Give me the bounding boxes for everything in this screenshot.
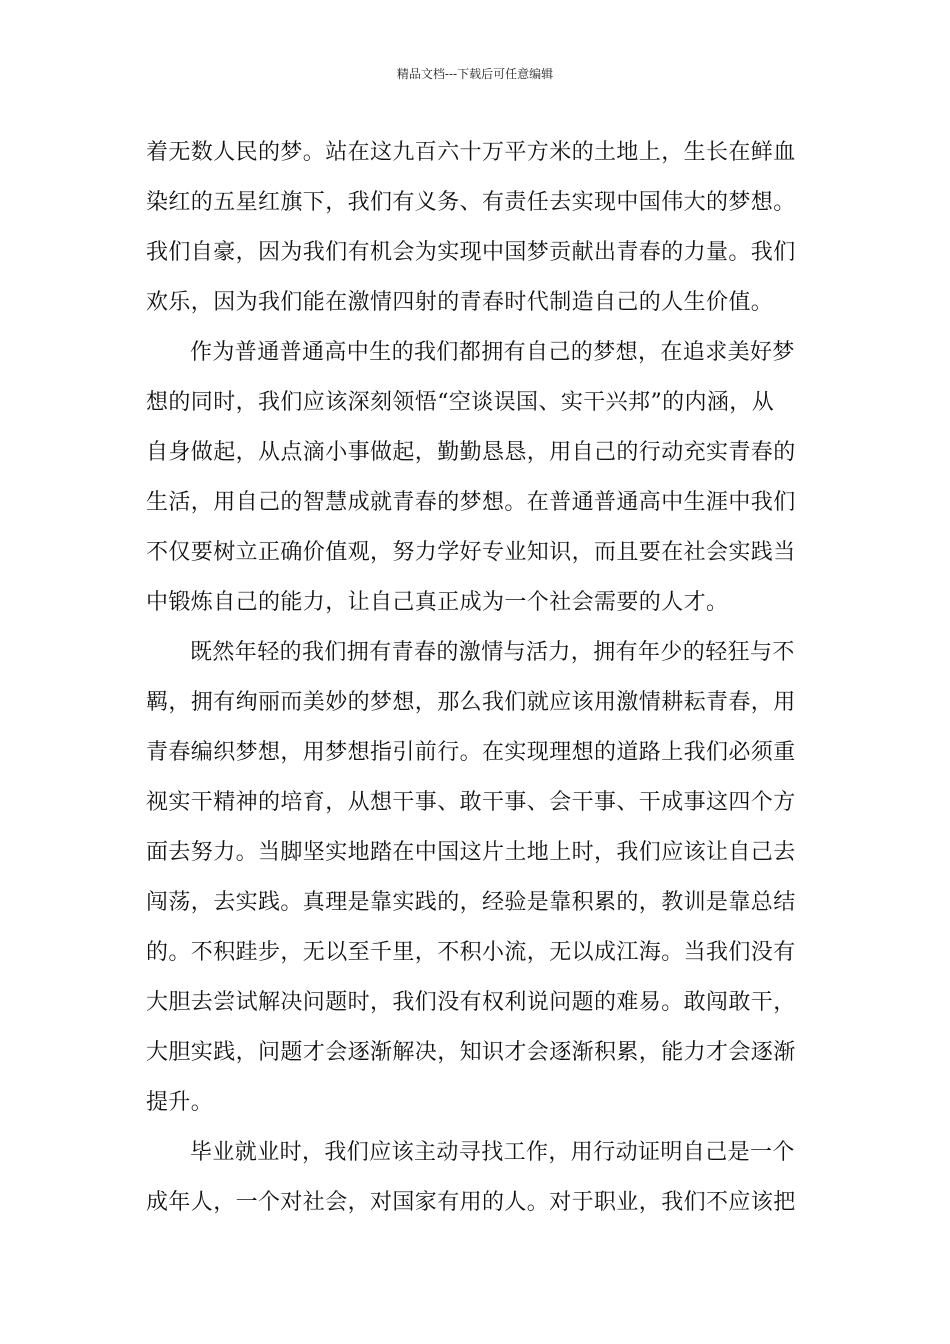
text-line: 不仅要树立正确价值观，努力学好专业知识，而且要在社会实践当 [146,540,796,565]
document-body [146,128,808,1228]
text-line: 的。不积跬步，无以至千里，不积小流，无以成江海。当我们没有 [146,940,796,965]
text-line: 想的同时，我们应该深刻领悟“空谈误国、实干兴邦”的内涵，从 [146,390,775,415]
text-line: 大胆实践，问题才会逐渐解决，知识才会逐渐积累，能力才会逐渐 [146,1040,796,1065]
text-line: 大胆去尝试解决问题时，我们没有权利说问题的难易。敢闯敢干， [146,990,796,1015]
text-line: 羁，拥有绚丽而美妙的梦想，那么我们就应该用激情耕耘青春，用 [146,690,796,715]
paragraph-2 [146,328,808,628]
text-line: 欢乐，因为我们能在激情四射的青春时代制造自己的人生价值。 [146,290,774,315]
text-line: 既然年轻的我们拥有青春的激情与活力，拥有年少的轻狂与不 [190,640,795,665]
text-line: 视实干精神的培育，从想干事、敢干事、会干事、干成事这四个方 [146,790,796,815]
text-line: 我们自豪，因为我们有机会为实现中国梦贡献出青春的力量。我们 [146,240,796,265]
text-line: 闯荡，去实践。真理是靠实践的，经验是靠积累的，教训是靠总结 [146,890,796,915]
text-line: 自身做起，从点滴小事做起，勤勤恳恳，用自己的行动充实青春的 [146,440,796,465]
paragraph-3 [146,628,808,1128]
paragraph-1 [146,128,808,328]
text-line: 着无数人民的梦。站在这九百六十万平方米的土地上，生长在鲜血 [146,140,796,165]
text-line: 作为普通普通高中生的我们都拥有自己的梦想，在追求美好梦 [190,340,795,365]
text-line: 青春编织梦想，用梦想指引前行。在实现理想的道路上我们必须重 [146,740,796,765]
text-line: 毕业就业时，我们应该主动寻找工作，用行动证明自己是一个 [190,1140,795,1165]
text-line: 面去努力。当脚坚实地踏在中国这片土地上时，我们应该让自己去 [146,840,796,865]
page-header: 精品文档---下载后可任意编辑 [396,67,554,81]
text-line: 中锻炼自己的能力，让自己真正成为一个社会需要的人才。 [146,590,729,615]
paragraph-4 [146,1128,808,1228]
text-line: 染红的五星红旗下，我们有义务、有责任去实现中国伟大的梦想。 [146,190,796,215]
text-line: 成年人，一个对社会，对国家有用的人。对于职业，我们不应该把 [146,1190,796,1215]
text-line: 生活，用自己的智慧成就青春的梦想。在普通普通高中生涯中我们 [146,490,796,515]
text-line: 提升。 [146,1090,214,1115]
